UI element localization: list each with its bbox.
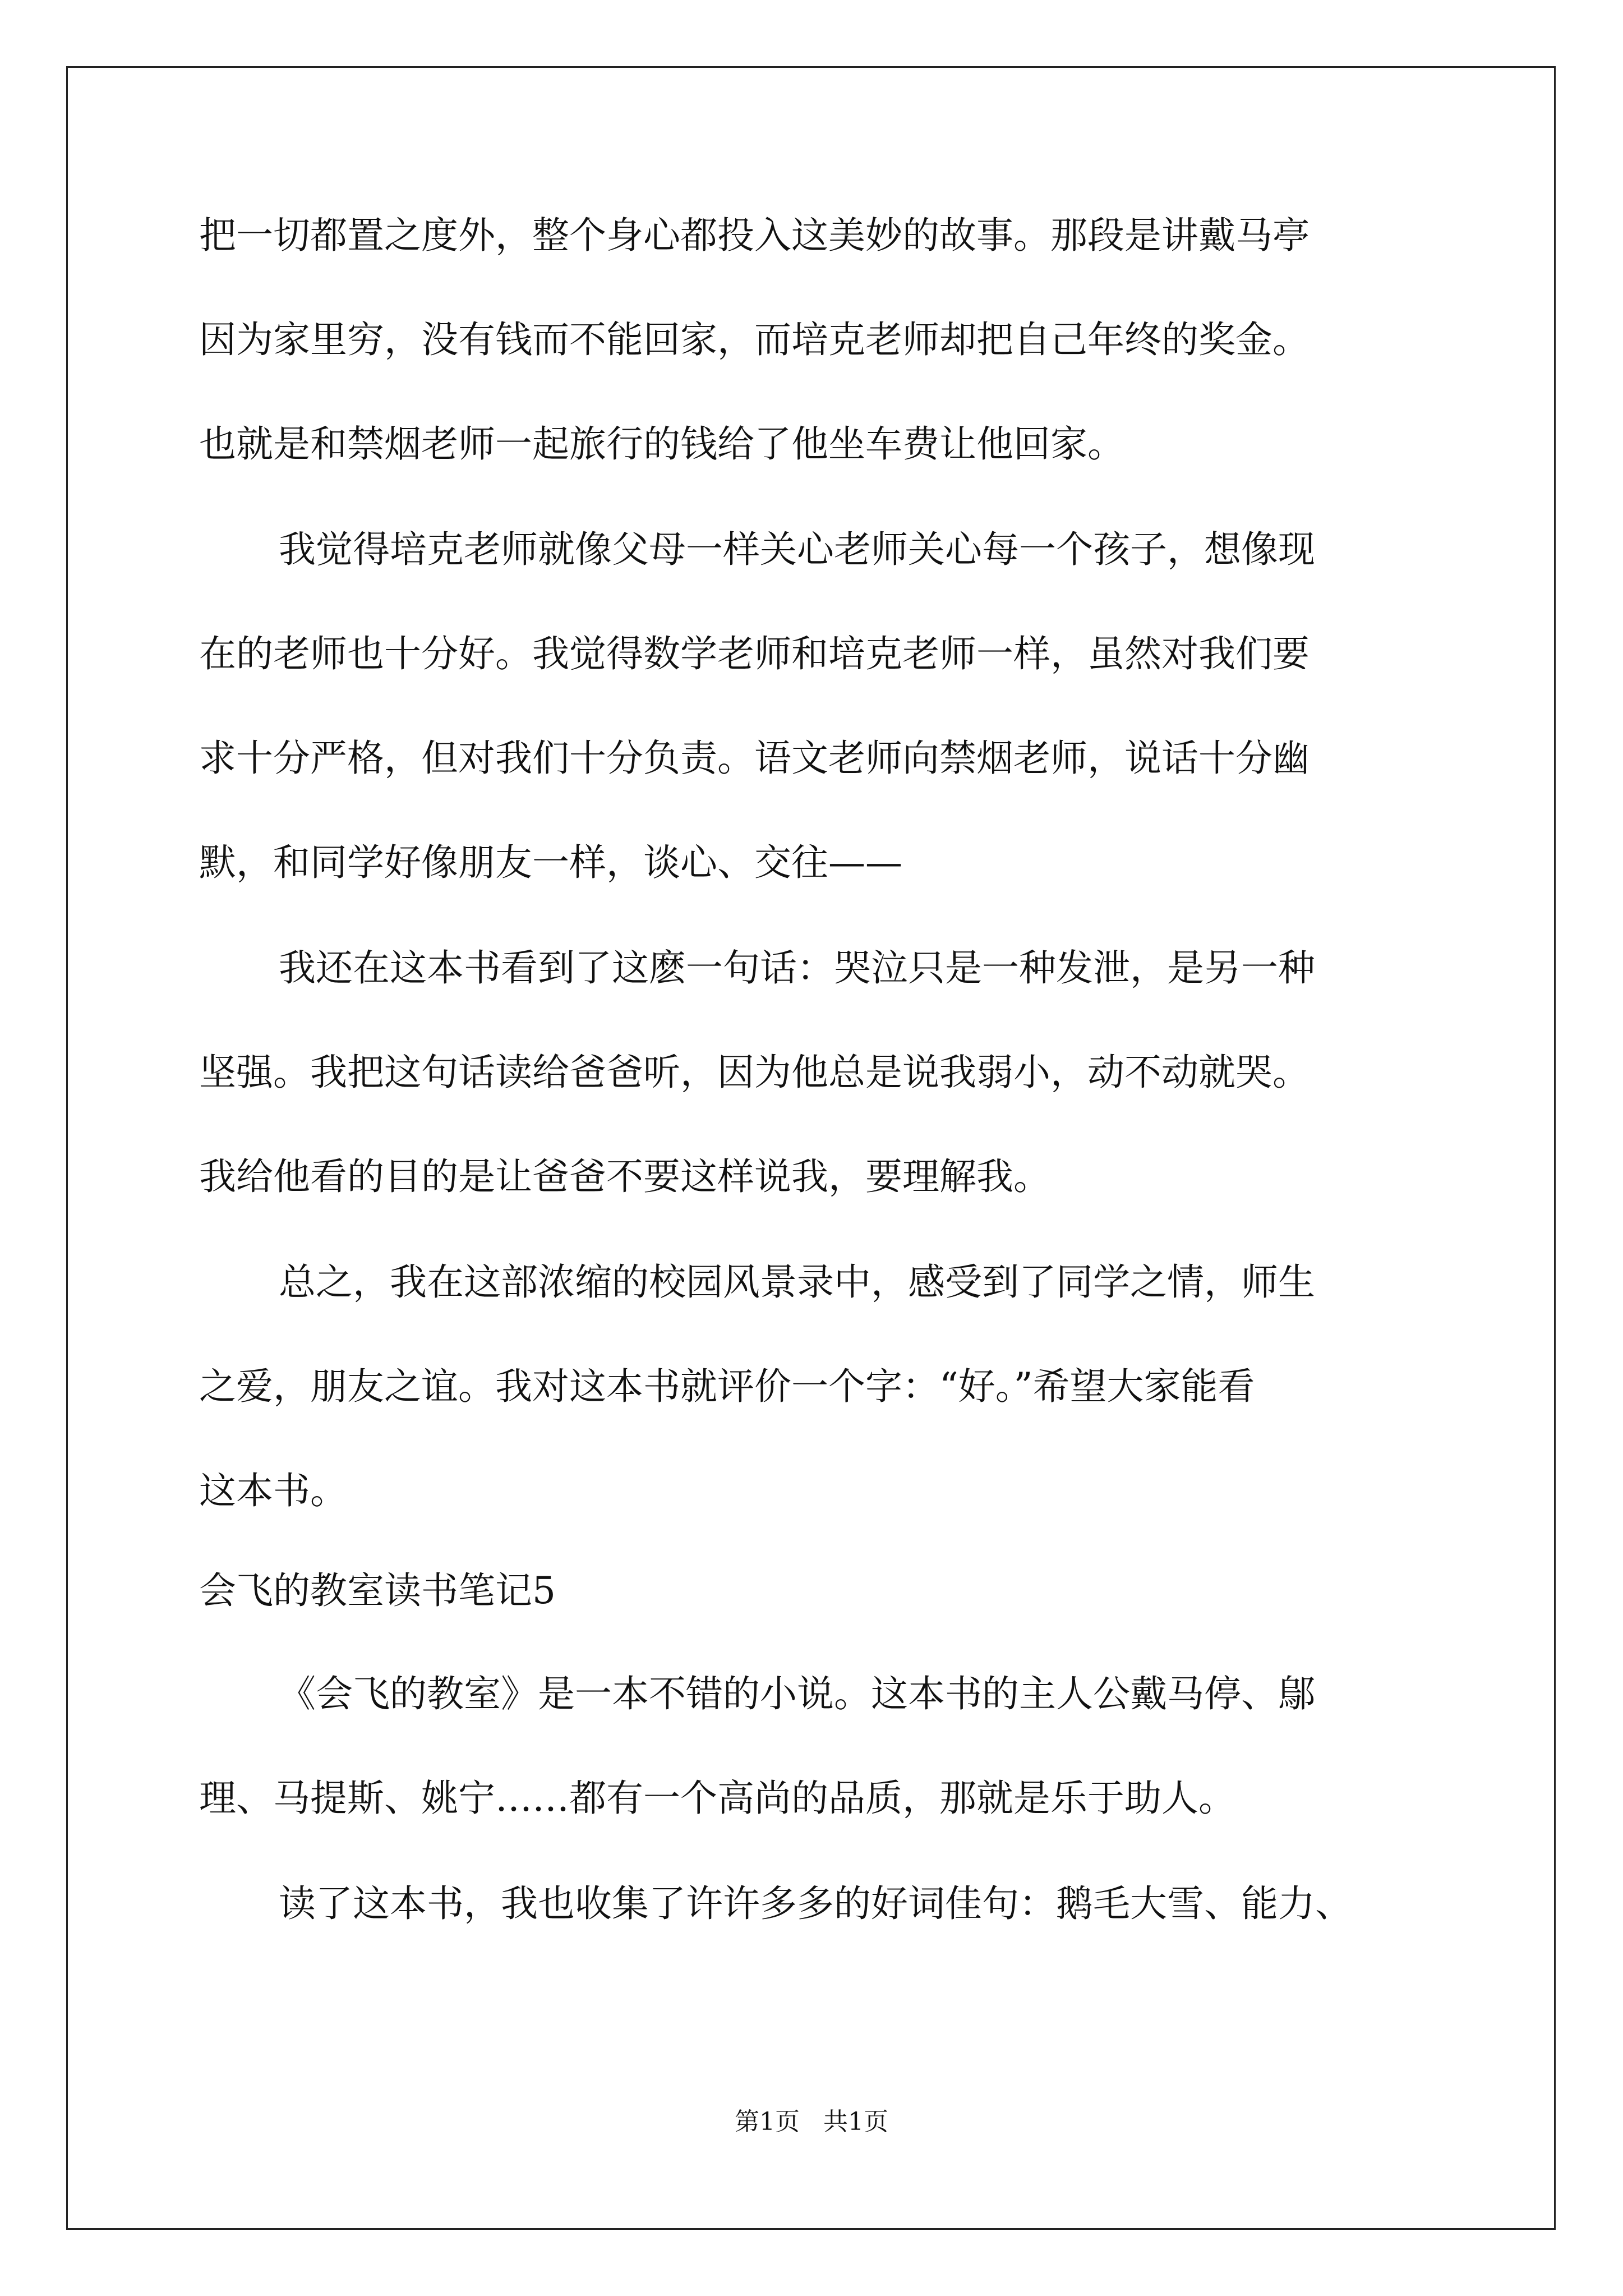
section-heading: 会飞的教室读书笔记5 [199,1569,556,1612]
text-line: 也就是和禁烟老师一起旅行的钱给了他坐车费让他回家。 [199,422,1124,466]
paragraph-first-line: 我还在这本书看到了这麽一句话：哭泣只是一种发泄，是另一种 [279,946,1315,990]
paragraph-first-line: 读了这本书，我也收集了许许多多的好词佳句：鹅毛大雪、能力、 [279,1882,1352,1925]
text-line: 把一切都置之度外，整个身心都投入这美妙的故事。那段是讲戴马亭 [199,214,1310,257]
text-line: 我给他看的目的是让爸爸不要这样说我，要理解我。 [199,1155,1050,1198]
text-line: 理、马提斯、姚宁……都有一个高尚的品质，那就是乐于助人。 [199,1777,1235,1820]
text-line: 在的老师也十分好。我觉得数学老师和培克老师一样，虽然对我们要 [199,632,1310,675]
paragraph-first-line: 我觉得培克老师就像父母一样关心老师关心每一个孩子，想像现 [279,528,1315,571]
text-line: 求十分严格，但对我们十分负责。语文老师向禁烟老师，说话十分幽 [199,737,1310,780]
text-line: 坚强。我把这句话读给爸爸听，因为他总是说我弱小，动不动就哭。 [199,1051,1310,1094]
paragraph-first-line: 总之，我在这部浓缩的校园风景录中，感受到了同学之情，师生 [279,1260,1315,1304]
paragraph-first-line: 《会飞的教室》是一本不错的小说。这本书的主人公戴马停、鄔 [279,1672,1315,1715]
page-footer: 第1页 共1页 [735,2108,888,2136]
text-line: 这本书。 [199,1469,347,1512]
text-line: 默，和同学好像朋友一样，谈心、交往—— [199,841,902,884]
text-line: 之爱，朋友之谊。我对这本书就评价一个字：“好。”希望大家能看 [199,1365,1255,1408]
text-line: 因为家里穷，没有钱而不能回家，而培克老师却把自己年终的奖金。 [199,318,1310,361]
